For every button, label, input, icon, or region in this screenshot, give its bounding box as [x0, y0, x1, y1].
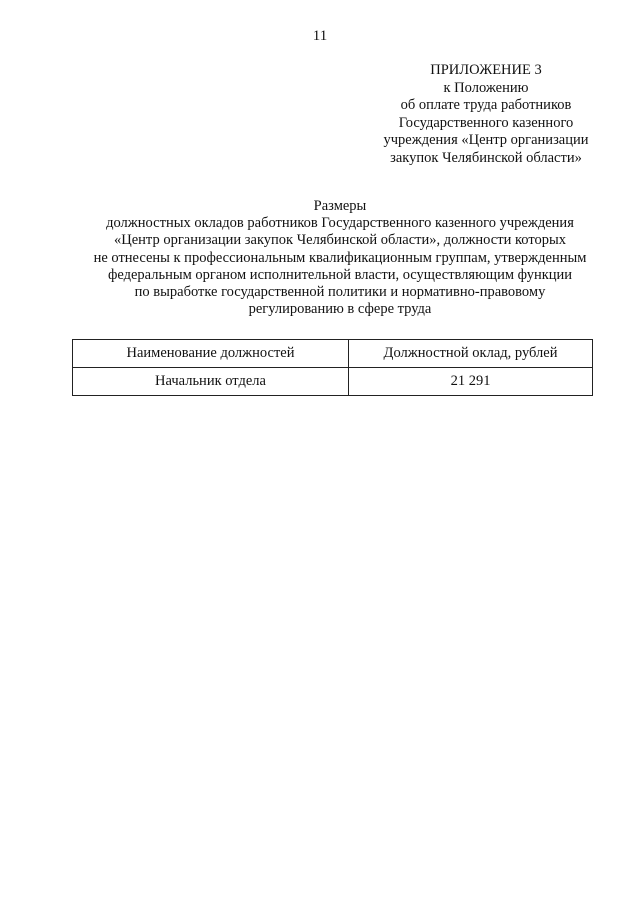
appendix-line: закупок Челябинской области» [390, 149, 582, 166]
title-line: регулированию в сфере труда [248, 301, 432, 318]
title-heading: Размеры [313, 198, 367, 214]
appendix-line: об оплате труда работников [400, 97, 572, 114]
appendix-header [366, 62, 606, 168]
appendix-line: Государственного казенного [398, 114, 574, 131]
salary-table [72, 339, 593, 396]
appendix-line: к Положению [443, 79, 529, 96]
title-line: по выработке государственной политики и нормативно-правовому [134, 284, 546, 301]
document-title [40, 198, 640, 318]
title-line: должностных окладов работников Государственного казенного учреждения [106, 215, 574, 232]
title-line: не отнесены к профессиональным квалификационным группам, утвержденным [93, 249, 587, 266]
cell-salary: 21 291 [349, 368, 593, 396]
column-header-position: Наименование должностей [73, 340, 349, 368]
title-line: «Центр организации закупок Челябинской области», должности которых [114, 232, 566, 249]
appendix-line: учреждения «Центр организации [383, 132, 589, 149]
page-number: 11 [312, 28, 328, 44]
column-header-salary: Должностной оклад, рублей [349, 340, 593, 368]
table-row [73, 368, 593, 396]
title-line: федеральным органом исполнительной власти, осуществляющим функции [107, 266, 573, 283]
appendix-line: ПРИЛОЖЕНИЕ 3 [430, 62, 542, 78]
table-header-row [73, 340, 593, 368]
cell-position: Начальник отдела [73, 368, 349, 396]
